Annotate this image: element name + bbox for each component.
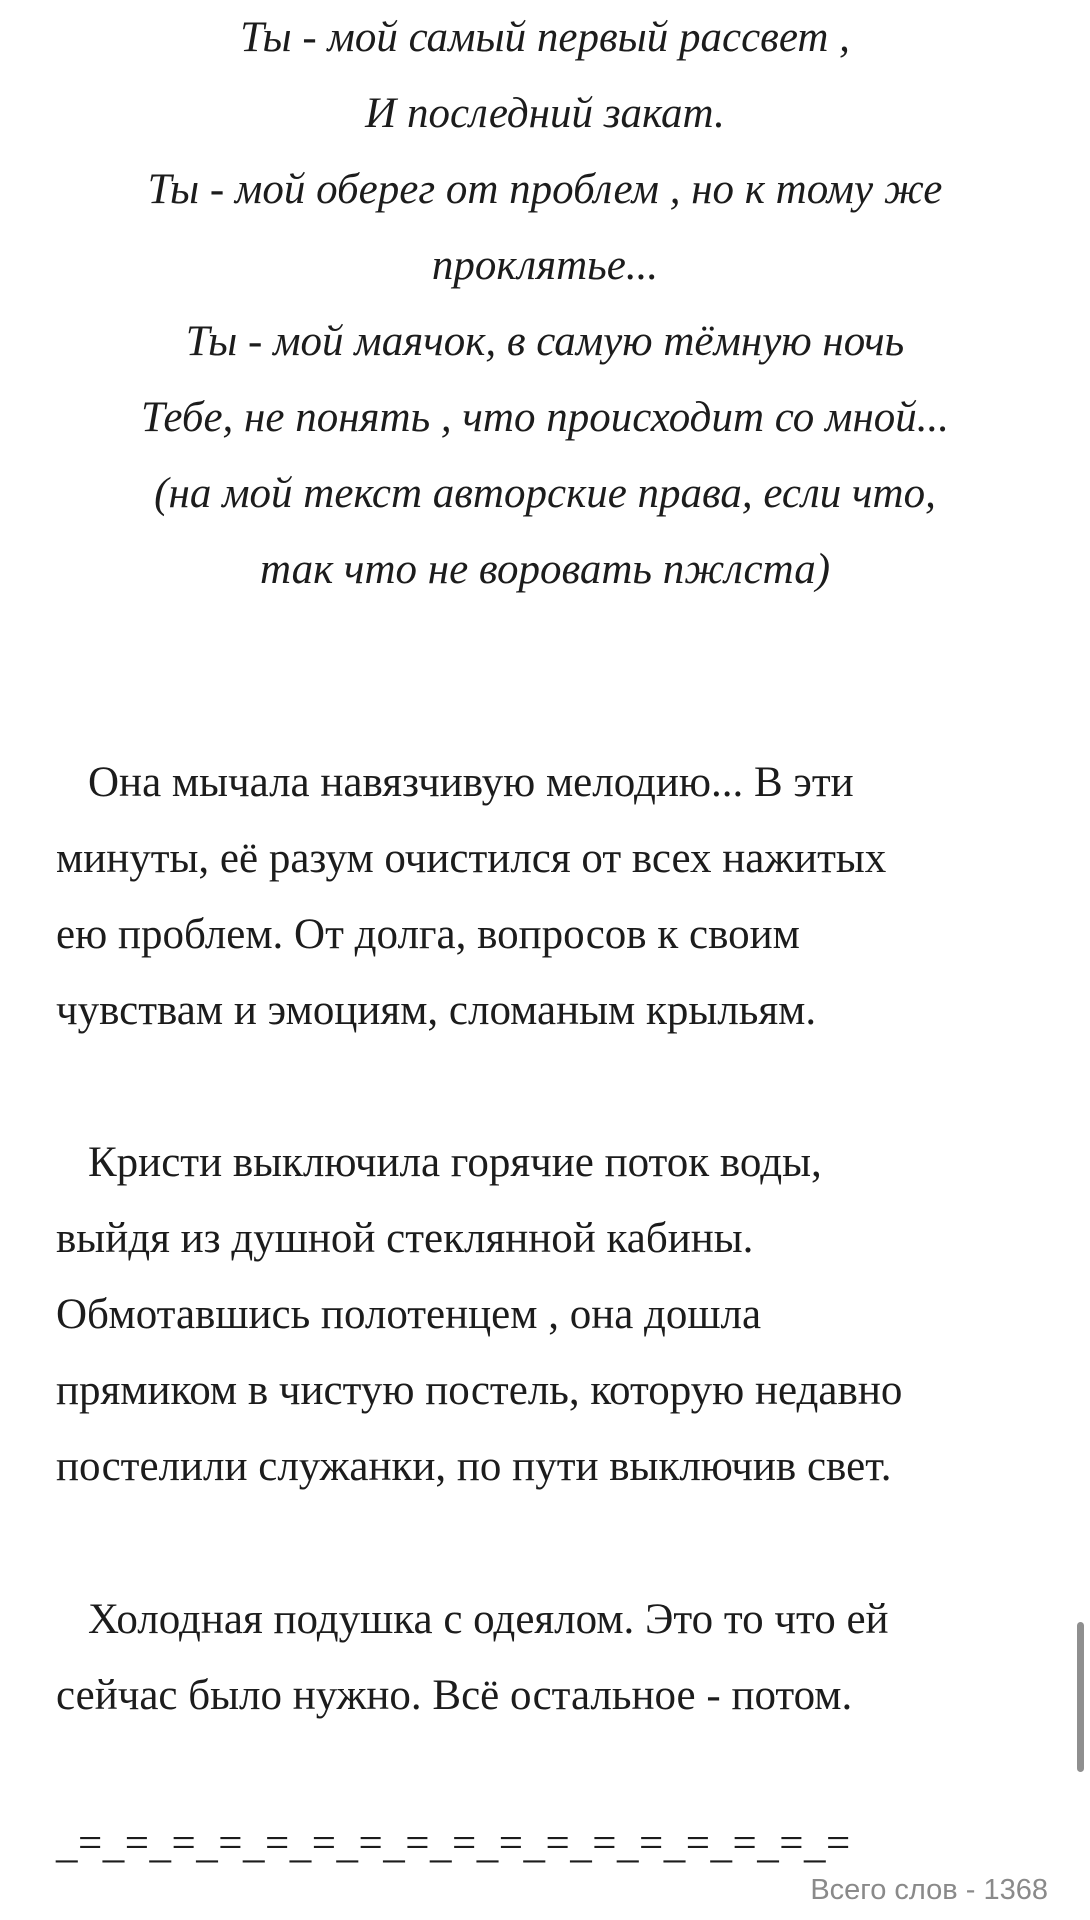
poem-line: так что не воровать пжлста): [259, 546, 831, 593]
poem-line: Тебе, не понять , что происходит со мной...: [140, 394, 950, 441]
paragraph-line: постелили служанки, по пути выключив свет.: [56, 1443, 892, 1490]
paragraph-line: выйдя из душной стеклянной кабины.: [56, 1215, 754, 1262]
poem-line: И последний закат.: [365, 90, 725, 137]
paragraph-line: ею проблем. От долга, вопросов к своим: [56, 911, 800, 958]
paragraph-line: минуты, её разум очистился от всех нажитых: [56, 835, 887, 882]
poem-line: Ты - мой оберег от проблем , но к тому же: [147, 166, 943, 213]
section-divider: _=_=_=_=_=_=_=_=_=_=_=_=_=_=_=_=_=: [56, 1820, 851, 1867]
paragraph-line: чувствам и эмоциям, сломаным крыльям.: [56, 987, 817, 1034]
scrollbar-thumb[interactable]: [1077, 1622, 1084, 1772]
poem-block: [0, 0, 1090, 608]
word-count-label: Всего слов - 1368: [810, 1874, 1048, 1906]
paragraph-line: сейчас было нужно. Всё остальное - потом.: [56, 1672, 853, 1719]
paragraph-line: Холодная подушка с одеялом. Это то что ей: [88, 1596, 889, 1643]
paragraph-line: Кристи выключила горячие поток воды,: [88, 1139, 822, 1186]
paragraph-line: Обмотавшись полотенцем , она дошла: [56, 1291, 762, 1338]
paragraph-line: Она мычала навязчивую мелодию... В эти: [88, 759, 854, 806]
paragraph: [56, 1582, 1036, 1734]
paragraph: [56, 1125, 1036, 1505]
paragraph: [56, 745, 1036, 1049]
poem-line: Ты - мой самый первый рассвет ,: [240, 14, 850, 61]
poem-line: Ты - мой маячок, в самую тёмную ночь: [185, 318, 905, 365]
poem-line: (на мой текст авторские права, если что,: [154, 470, 936, 517]
paragraph-line: прямиком в чистую постель, которую недавно: [56, 1367, 903, 1414]
poem-line: проклятье...: [431, 242, 659, 289]
